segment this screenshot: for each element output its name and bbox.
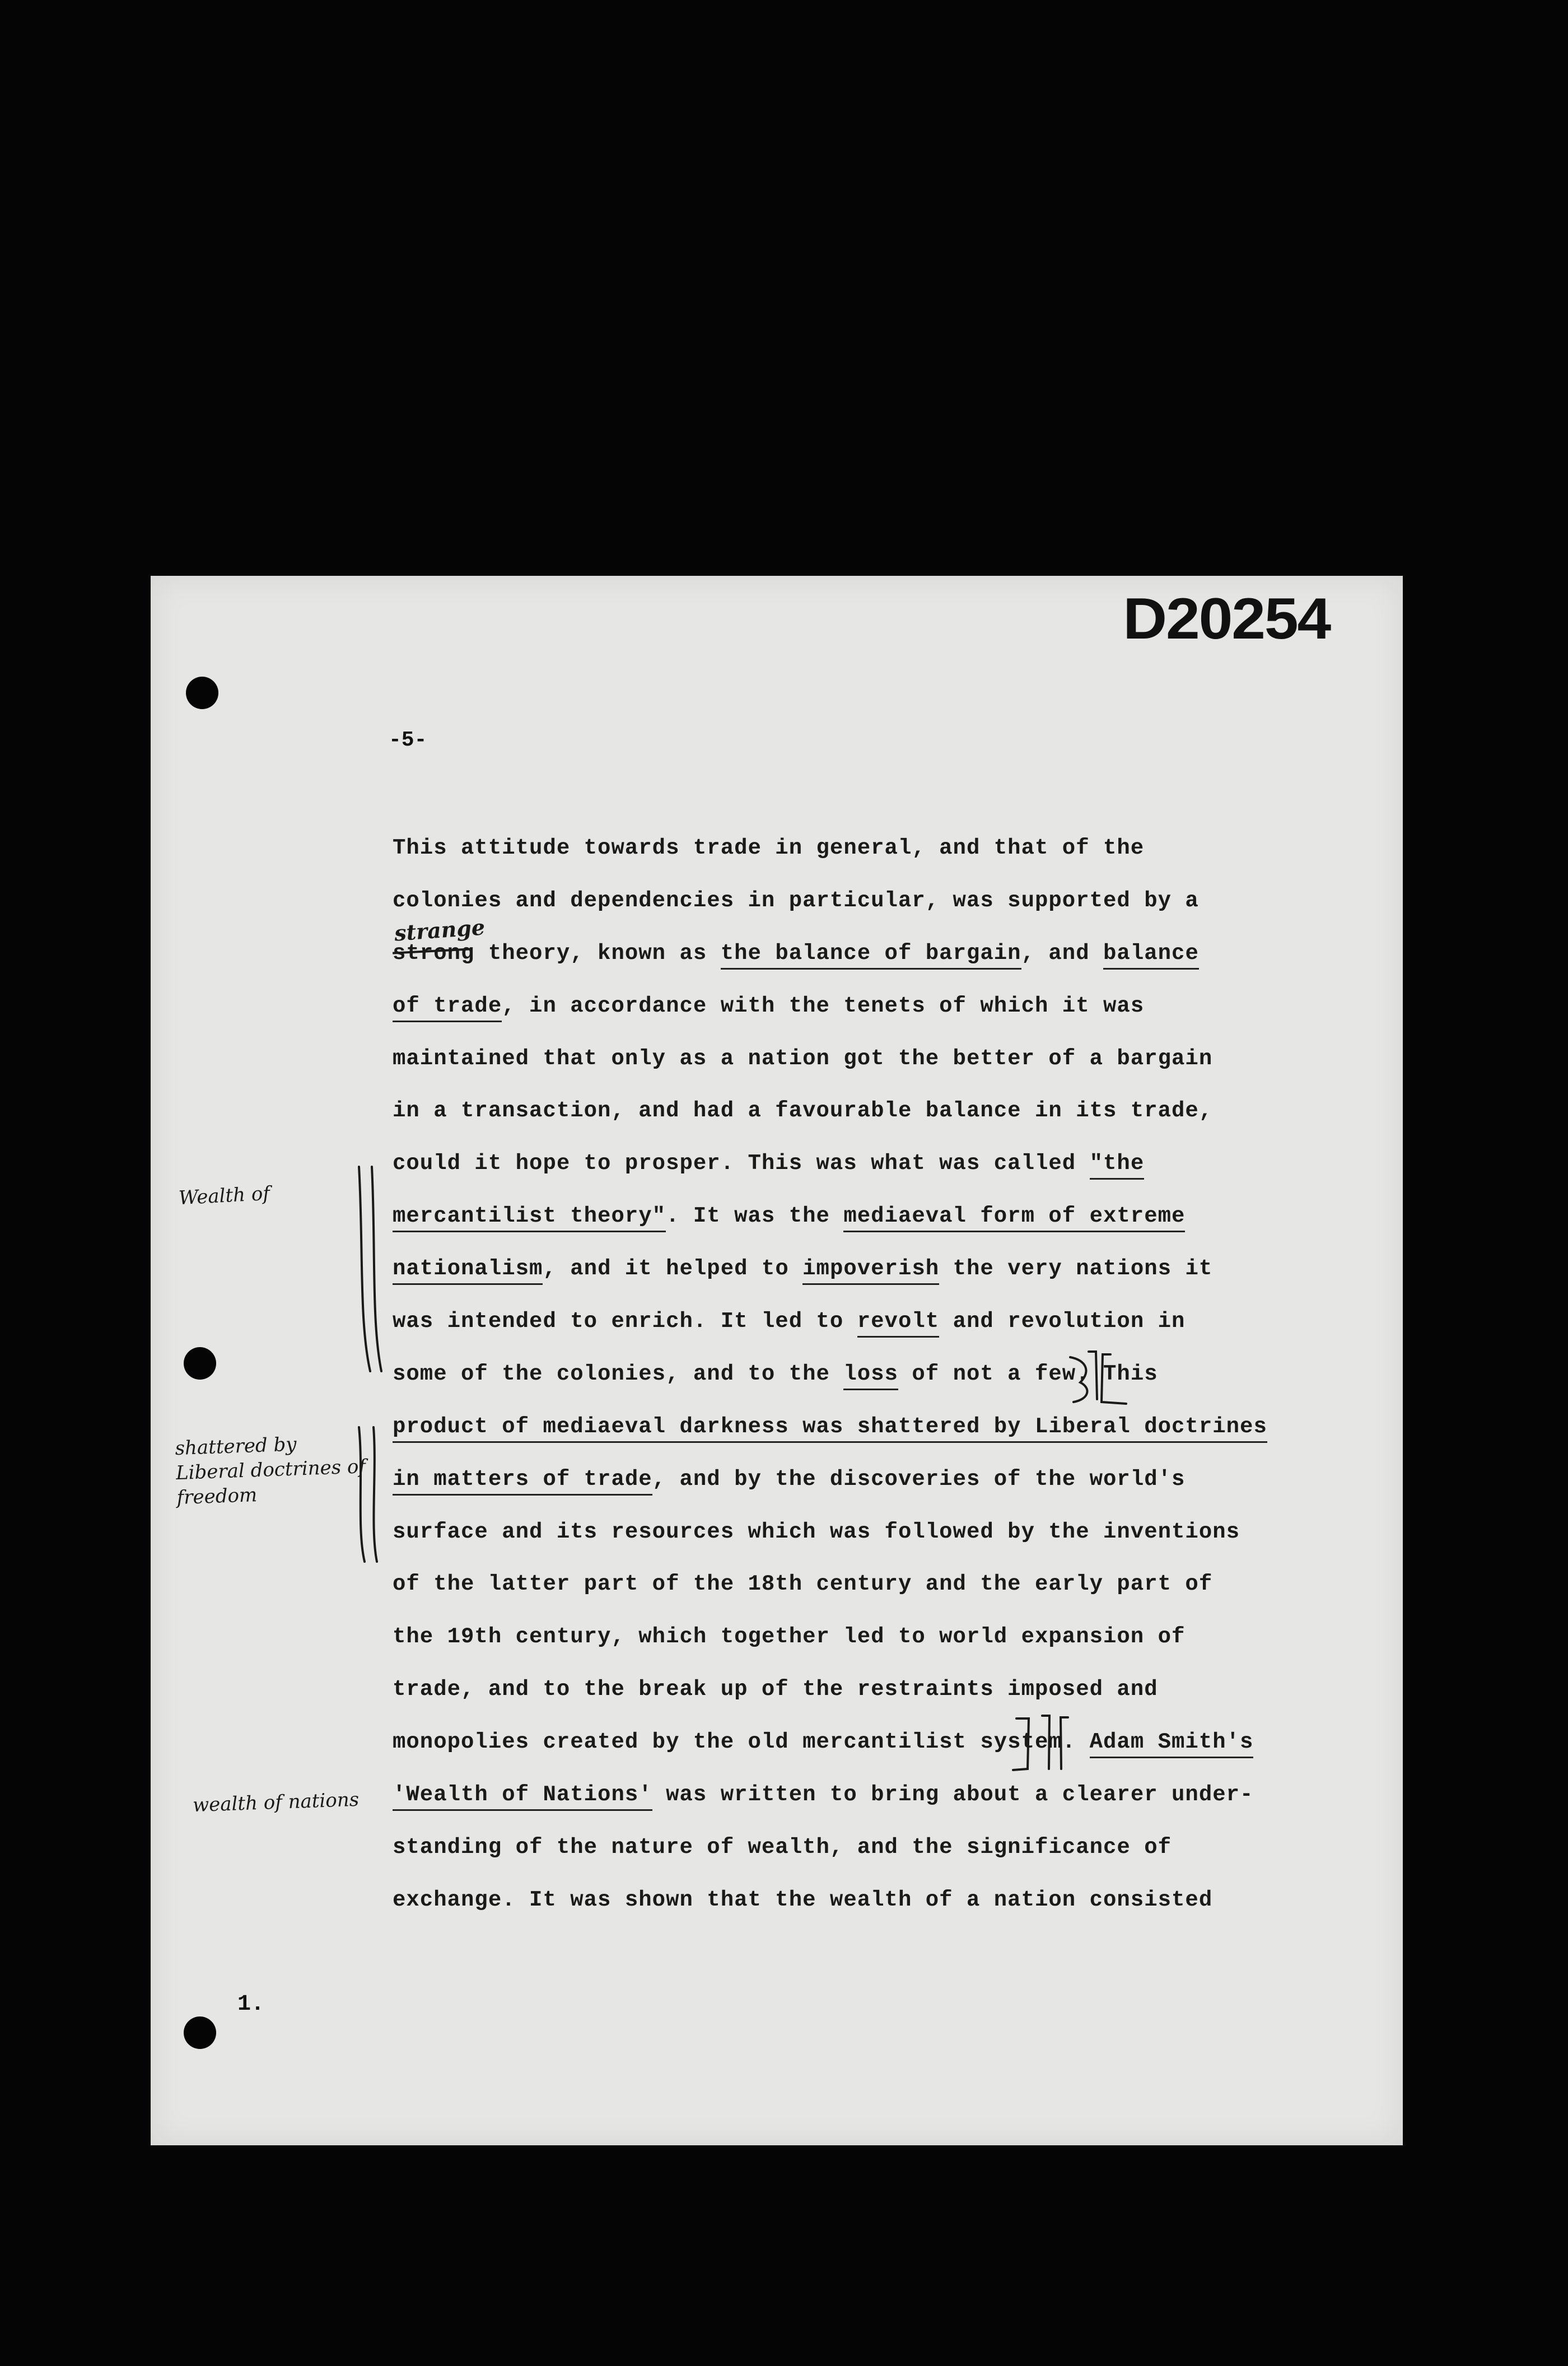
text-segment: , and it helped to: [543, 1256, 803, 1282]
text-segment: , and by the discoveries of the world's: [652, 1466, 1186, 1492]
underlined-text: product of mediaeval darkness was shattered by Liberal doctrines: [393, 1414, 1267, 1443]
text-segment: colonies and dependencies in particular, was supported by a: [393, 888, 1199, 913]
underlined-text: impoverish: [802, 1256, 939, 1285]
underlined-text: mediaeval form of extreme: [843, 1204, 1185, 1232]
underlined-text: of trade: [393, 994, 502, 1022]
text-segment: maintained that only as a nation got the better of a bargain: [393, 1046, 1213, 1071]
underlined-text: Adam Smith's: [1090, 1730, 1254, 1758]
text-segment: and revolution in: [939, 1309, 1186, 1334]
text-segment: the 19th century, which together led to world expansion of: [393, 1624, 1186, 1650]
underlined-text: balance: [1103, 941, 1199, 970]
underlined-text: mercantilist theory": [393, 1204, 666, 1232]
text-segment: was intended to enrich. It led to: [393, 1309, 857, 1334]
underlined-text: revolt: [857, 1309, 939, 1338]
text-segment: surface and its resources which was followed by the inventions: [393, 1519, 1240, 1544]
underlined-text: "the: [1090, 1151, 1145, 1180]
document-page: [151, 576, 1403, 2145]
underlined-text: in matters of trade: [393, 1467, 652, 1496]
handwritten-insertion: strange: [393, 914, 486, 946]
text-segment: was written to bring about a clearer under-: [652, 1782, 1254, 1808]
underlined-text: loss: [843, 1362, 898, 1390]
text-segment: some of the colonies, and to the: [393, 1361, 844, 1386]
margin-note: Wealth of: [178, 1182, 270, 1210]
text-segment: of not a few. This: [898, 1361, 1158, 1386]
underlined-text: 'Wealth of Nations': [393, 1782, 652, 1811]
text-segment: exchange. It was shown that the wealth of a nation consisted: [393, 1887, 1213, 1912]
text-segment: This attitude towards trade in general, and that of the: [393, 836, 1145, 860]
text-segment: in a transaction, and had a favourable balance in its trade,: [393, 1098, 1213, 1124]
document-id-stamp: D20254: [1123, 586, 1331, 651]
text-segment: . It was the: [666, 1204, 844, 1229]
text-segment: , and: [1021, 940, 1104, 966]
underlined-text: nationalism: [393, 1256, 543, 1285]
margin-note: wealth of nations: [192, 1788, 360, 1817]
text-segment: standing of the nature of wealth, and the significance of: [393, 1834, 1172, 1860]
text-segment: the very nations it: [939, 1256, 1213, 1282]
text-segment: monopolies created by the old mercantilist system.: [393, 1730, 1090, 1755]
margin-note: shattered by Liberal doctrines of freedom: [174, 1433, 366, 1510]
text-segment: could it hope to prosper. This was what was called: [393, 1151, 1090, 1176]
text-segment: , in accordance with the tenets of which it was: [502, 993, 1145, 1018]
text-segment: of the latter part of the 18th century and the early part of: [393, 1572, 1213, 1597]
underlined-text: the balance of bargain: [721, 941, 1021, 970]
footnote-marker: 1.: [237, 1992, 265, 2017]
page-number: -5-: [389, 728, 427, 752]
text-segment: trade, and to the break up of the restraints imposed and: [393, 1677, 1158, 1702]
text-segment: strong theory, known as: [393, 940, 721, 966]
